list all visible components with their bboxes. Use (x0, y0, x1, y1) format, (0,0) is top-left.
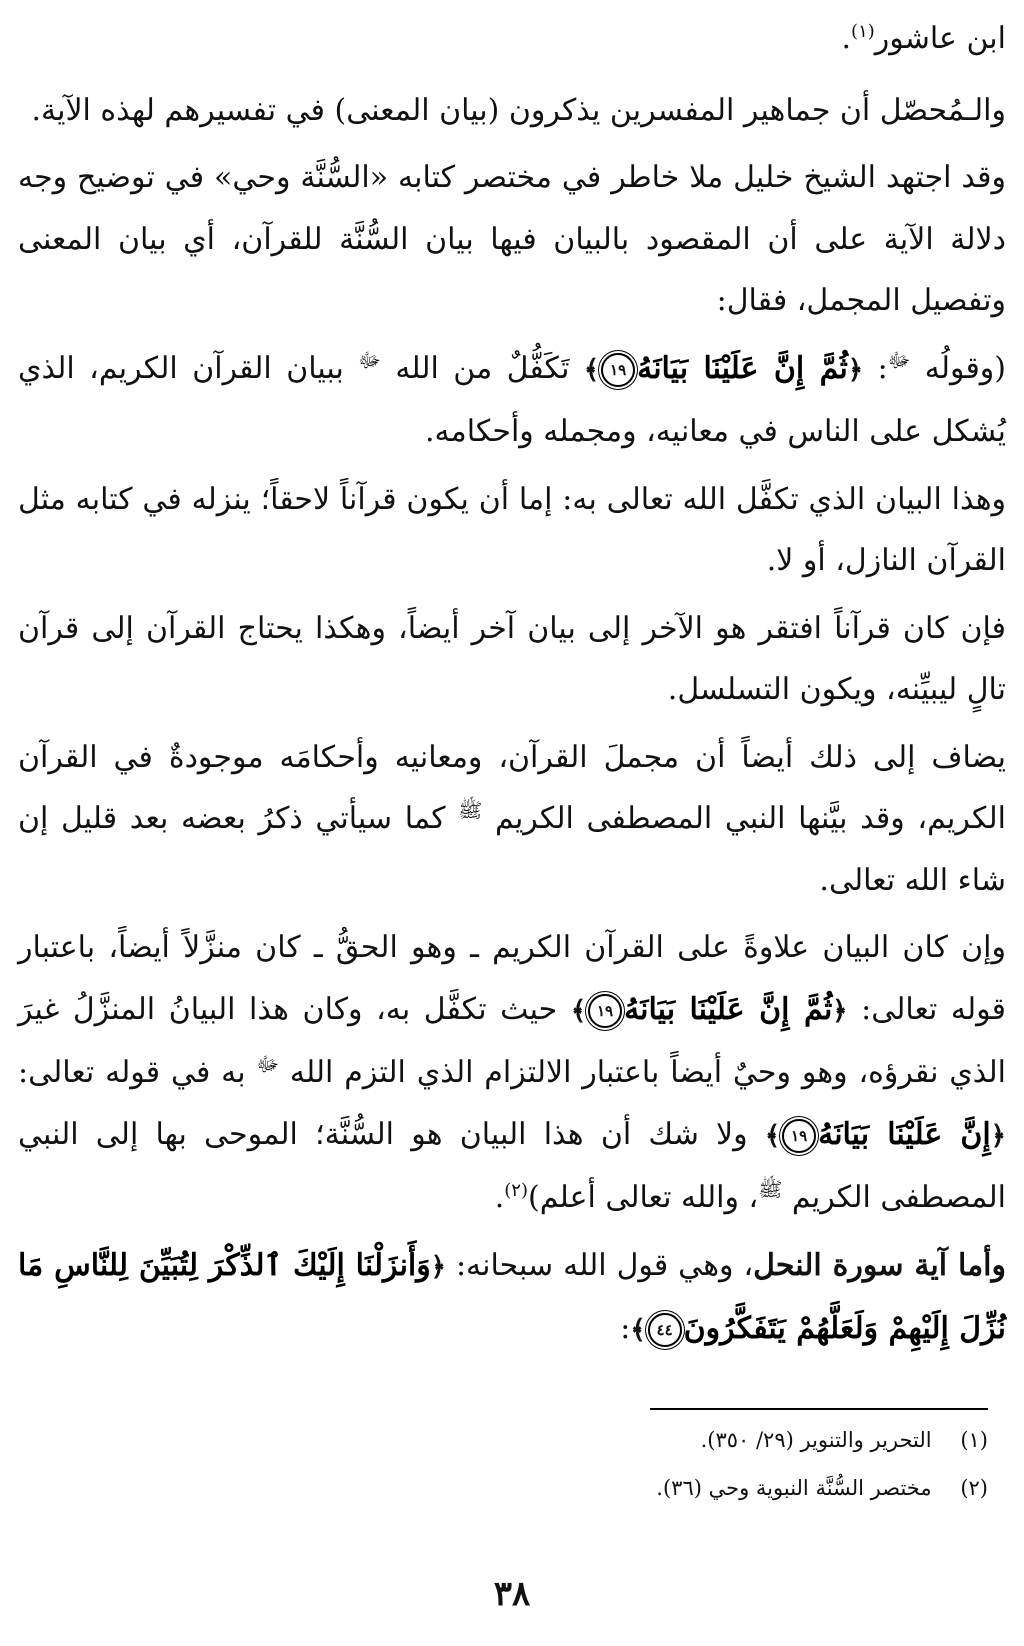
paragraph-p4 (18, 338, 1006, 463)
footnote-text: التحرير والتنوير (٢٩/ ٣٥٠). (700, 1428, 932, 1452)
honorific-glyph: ﷻ (887, 347, 911, 372)
footnote-reference: (١) (851, 21, 875, 42)
paragraph-p6 (18, 598, 1006, 721)
paragraph-p5 (18, 469, 1006, 592)
text-run: : (863, 350, 888, 386)
verse-number-rosette: ١٩ (601, 353, 635, 387)
paragraph-p9 (18, 1235, 1006, 1362)
footnote-reference: (٢) (504, 1180, 528, 1201)
ornate-bracket: ﴾ (764, 1120, 781, 1151)
text-run: فإن كان قرآناً افتقر هو الآخر إلى بيان آخر أيضاً، وهكذا يحتاج القرآن إلى قرآن تالٍ ليبيِّنه، ويكون التسلسل. (18, 610, 1006, 707)
text-run: يضاف إلى ذلك أيضاً أن مجملَ القرآن، ومعانيه وأحكامَه موجودةٌ في القرآن الكريم، وقد بيَّنها النبي المصطفى الكريم (18, 739, 1006, 836)
text-run: وهذا البيان الذي تكفَّل الله تعالى به: إما أن يكون قرآناً لاحقاً؛ ينزله في كتابه مثل القرآن النازل، أو لا. (18, 481, 1006, 578)
text-run: ، والله تعالى أعلم) (528, 1180, 759, 1215)
verse-number-rosette: ١٩ (588, 994, 622, 1028)
main-text (18, 8, 1006, 1362)
footnote-text: مختصر السُّنَّة النبوية وحي (٣٦). (656, 1476, 932, 1500)
ornate-bracket: ﴾ (583, 354, 600, 385)
text-run: ولا شك أن هذا البيان هو السُّنَّة؛ الموحى بها إلى النبي المصطفى الكريم (18, 1116, 1006, 1215)
quran-verse-text: وَأَنزَلْنَا إِلَيْكَ ٱلذِّكْرَ لِتُبَيِّنَ لِلنَّاسِ مَا نُزِّلَ إِلَيْهِمْ وَلَعَلَّهُمْ يَتَفَكَّرُونَ (18, 1247, 1006, 1346)
paragraph-p2 (18, 80, 1006, 142)
verse-number-rosette: ١٩ (782, 1119, 816, 1153)
footnote-2 (88, 1468, 988, 1508)
text-run: والـمُحصّل أن جماهير المفسرين يذكرون (بيان المعنى) في تفسيرهم لهذه الآية. (31, 92, 1006, 128)
text-run: . (494, 1180, 505, 1215)
text-run: ، وهي قول الله سبحانه: (445, 1247, 754, 1283)
ornate-bracket: ﴿ (430, 1251, 446, 1282)
honorific-glyph: ﷻ (358, 347, 381, 372)
honorific-glyph: ﷺ (758, 1177, 783, 1201)
paragraph-p1 (18, 8, 1006, 70)
ornate-bracket: ﴿ (990, 1120, 1007, 1151)
quran-verse-text: ثُمَّ إِنَّ عَلَيْنَا بَيَانَهُ (637, 350, 848, 386)
quran-verse-text: ثُمَّ إِنَّ عَلَيْنَا بَيَانَهُ (624, 991, 833, 1027)
ornate-bracket: ﴾ (630, 1315, 646, 1345)
ornate-bracket: ﴿ (847, 354, 864, 385)
text-run: كما سيأتي ذكرُ بعضه بعد قليل إن شاء الله تعالى. (18, 801, 1006, 898)
footnotes (88, 1418, 988, 1516)
paragraph-p3 (18, 147, 1006, 332)
text-run: وقد اجتهد الشيخ خليل ملا خاطر في مختصر كتابه «السُّنَّة وحي» في توضيح وجه دلالة الآية على أن المقصود بالبيان فيها بيان السُّنَّة للقرآن، أي بيان المعنى وتفصيل المجمل، فقال: (18, 160, 1006, 318)
text-run: تَكَفُّلٌ من الله (380, 350, 584, 386)
text-run: : (620, 1311, 631, 1346)
page-body (18, 8, 1006, 1368)
ornate-bracket: ﴿ (832, 995, 848, 1026)
text-run: ببيان القرآن الكريم، الذي يُشكل على الناس في معانيه، ومجمله وأحكامه. (18, 350, 1006, 449)
paragraph-p7 (18, 727, 1006, 912)
verse-number-rosette: ٤٤ (648, 1313, 682, 1347)
text-run: وإن كان البيان علاوةً على القرآن الكريم ـ وهو الحقُّ ـ كان منزَّلاً أيضاً، باعتبار قوله تعالى: (18, 930, 1006, 1027)
honorific-glyph: ﷺ (458, 798, 483, 822)
footnote-number: (٢) (960, 1476, 988, 1500)
footnote-1 (88, 1420, 988, 1460)
text-run: به في قوله تعالى: (18, 1055, 257, 1090)
quran-verse-text: إِنَّ عَلَيْنَا بَيَانَهُ (818, 1116, 991, 1152)
text-run: ابن عاشور (874, 21, 1006, 56)
page-number: ٣٨ (493, 1574, 531, 1614)
section-heading-run: وأما آية سورة النحل (753, 1247, 1006, 1283)
text-run: (وقولُه (910, 350, 1006, 386)
ornate-bracket: ﴾ (570, 995, 587, 1026)
text-run: حيث تكفَّل به، وكان هذا البيانُ المنزَّلُ غيرَ الذي نقرؤه، وهو وحيٌ أيضاً باعتبار الالتزام الذي التزم الله (18, 991, 1006, 1090)
paragraph-p8 (18, 917, 1006, 1229)
footnote-separator (650, 1408, 988, 1410)
text-run: . (841, 21, 852, 56)
footnote-number: (١) (960, 1428, 988, 1452)
honorific-glyph: ﷻ (256, 1052, 280, 1076)
